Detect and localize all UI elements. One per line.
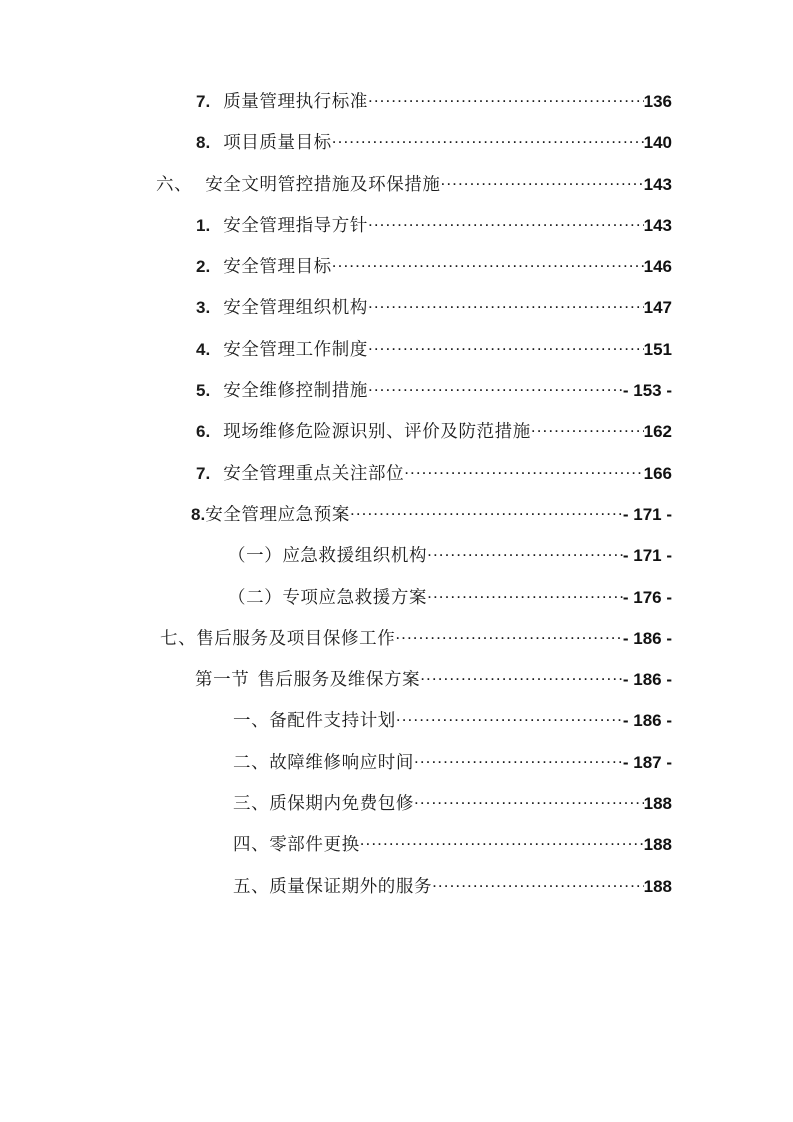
toc-page-number: 162	[643, 422, 672, 442]
toc-dot-leader	[332, 131, 644, 149]
toc-entry-label	[196, 129, 332, 154]
toc-dot-leader	[427, 544, 623, 562]
toc-entry-title: 专项应急救援方案	[282, 586, 428, 607]
toc-entry-title: 安全维修控制措施	[223, 380, 368, 401]
toc-entry-marker: 4.	[196, 339, 211, 359]
toc-entry-title: 安全管理重点关注部位	[223, 462, 405, 483]
toc-entry[interactable]	[0, 666, 793, 707]
toc-page-number: 147	[643, 298, 672, 318]
toc-entry-marker: 七、	[160, 627, 197, 648]
toc-entry-marker: 2.	[196, 257, 211, 277]
toc-entry-title: 质量保证期外的服务	[269, 875, 433, 896]
toc-entry[interactable]	[0, 542, 793, 583]
toc-entry-label	[196, 212, 368, 237]
toc-entry-marker: 三、	[233, 793, 270, 814]
toc-dot-leader	[414, 750, 623, 768]
toc-entry-label	[191, 501, 350, 526]
toc-entry-label	[196, 294, 368, 319]
toc-entry-title: 售后服务及项目保修工作	[196, 627, 396, 648]
toc-page-number: - 186 -	[622, 711, 672, 731]
toc-page-number: 188	[643, 794, 672, 814]
toc-dot-leader	[427, 585, 623, 603]
toc-entry[interactable]	[0, 253, 793, 294]
toc-entry-marker: 第一节	[195, 669, 250, 690]
toc-page-number: 188	[643, 876, 672, 896]
toc-page-number: 188	[643, 835, 672, 855]
toc-entry-title: 安全文明管控措施及环保措施	[205, 173, 441, 194]
toc-dot-leader	[350, 502, 623, 520]
toc-entry-label	[160, 625, 395, 650]
toc-page-number: 146	[643, 257, 672, 277]
toc-entry-label	[196, 377, 368, 402]
toc-entry-marker: 六、	[156, 173, 193, 194]
toc-entry-label	[233, 707, 396, 732]
toc-page-number: - 186 -	[622, 670, 672, 690]
toc-entry-marker: 5.	[196, 381, 211, 401]
toc-entry-label	[196, 88, 368, 113]
toc-entry-label	[196, 460, 404, 485]
toc-entry-title: 安全管理组织机构	[223, 297, 368, 318]
toc-entry-title: 安全管理工作制度	[223, 338, 368, 359]
toc-page-number: 140	[643, 133, 672, 153]
toc-page-number: 151	[643, 339, 672, 359]
toc-entry-marker: 一、	[233, 710, 270, 731]
toc-entry-title: 项目质量目标	[223, 132, 332, 153]
toc-entry[interactable]	[0, 212, 793, 253]
toc-dot-leader	[420, 668, 623, 686]
toc-entry-marker: 四、	[233, 834, 270, 855]
toc-entry[interactable]	[0, 336, 793, 377]
toc-dot-leader	[531, 420, 644, 438]
toc-dot-leader	[368, 337, 644, 355]
toc-dot-leader	[368, 379, 623, 397]
toc-entry-label	[195, 666, 420, 691]
toc-entry[interactable]	[0, 873, 793, 914]
toc-entry-label	[233, 873, 432, 898]
toc-entry-label	[196, 336, 368, 361]
toc-entry-marker: 6.	[196, 422, 211, 442]
toc-entry-title: 安全管理指导方针	[223, 214, 368, 235]
toc-entry-title: 应急救援组织机构	[282, 545, 428, 566]
toc-dot-leader	[441, 172, 644, 190]
toc-entry[interactable]	[0, 707, 793, 748]
toc-entry-marker: 8.	[196, 133, 211, 153]
toc-page-number: - 176 -	[622, 587, 672, 607]
toc-dot-leader	[360, 833, 644, 851]
toc-entry[interactable]	[0, 625, 793, 666]
toc-dot-leader	[368, 296, 644, 314]
toc-page-number: 143	[643, 215, 672, 235]
toc-entry[interactable]	[0, 129, 793, 170]
toc-entry-title: 售后服务及维保方案	[257, 669, 421, 690]
toc-entry-marker: 五、	[233, 875, 270, 896]
toc-entry-label	[228, 584, 427, 609]
table-of-contents	[0, 88, 793, 914]
toc-entry-marker: 8.	[191, 504, 206, 524]
toc-page-number: 166	[643, 463, 672, 483]
toc-entry-title: 安全管理目标	[223, 256, 332, 277]
toc-entry-title: 质量管理执行标准	[223, 91, 368, 111]
toc-page-number: - 171 -	[622, 546, 672, 566]
toc-page-number: - 171 -	[622, 504, 672, 524]
toc-entry-label	[196, 253, 332, 278]
toc-dot-leader	[368, 213, 644, 231]
toc-entry-title: 故障维修响应时间	[269, 751, 415, 772]
toc-page-number: - 187 -	[622, 752, 672, 772]
toc-entry-label	[156, 171, 441, 196]
toc-dot-leader	[414, 792, 644, 810]
toc-entry-marker: 3.	[196, 298, 211, 318]
toc-entry[interactable]	[0, 501, 793, 542]
toc-entry-marker: 1.	[196, 215, 211, 235]
toc-entry[interactable]	[0, 171, 793, 212]
toc-entry-marker: 7.	[196, 92, 211, 111]
toc-entry[interactable]	[0, 460, 793, 501]
toc-dot-leader	[404, 461, 643, 479]
toc-entry-title: 备配件支持计划	[269, 710, 396, 731]
toc-entry[interactable]	[0, 377, 793, 418]
toc-page-number: - 153 -	[622, 381, 672, 401]
toc-entry-title: 现场维修危险源识别、评价及防范措施	[223, 421, 531, 442]
toc-entry-label	[228, 542, 427, 567]
toc-entry-label	[233, 831, 360, 856]
toc-page-number: 143	[643, 174, 672, 194]
toc-entry[interactable]	[0, 418, 793, 459]
toc-entry-title: 安全管理应急预案	[205, 503, 350, 524]
toc-entry[interactable]	[0, 831, 793, 872]
toc-entry-marker: （一）	[228, 545, 283, 566]
toc-entry-label	[233, 790, 414, 815]
toc-entry-title: 零部件更换	[269, 834, 360, 855]
toc-entry[interactable]	[0, 790, 793, 831]
toc-page-number: - 186 -	[622, 628, 672, 648]
toc-entry-title: 质保期内免费包修	[269, 793, 415, 814]
toc-entry[interactable]	[0, 294, 793, 335]
toc-entry-marker: （二）	[228, 586, 283, 607]
toc-dot-leader	[432, 874, 644, 892]
toc-dot-leader	[332, 255, 644, 273]
toc-entry[interactable]	[0, 88, 793, 129]
toc-dot-leader	[368, 90, 644, 108]
toc-entry-label	[196, 418, 531, 443]
toc-entry[interactable]	[0, 749, 793, 790]
toc-entry-marker: 7.	[196, 463, 211, 483]
toc-entry[interactable]	[0, 584, 793, 625]
toc-entry-label	[233, 749, 414, 774]
toc-dot-leader	[395, 626, 623, 644]
toc-page-number: 136	[643, 92, 672, 111]
toc-entry-marker: 二、	[233, 751, 270, 772]
toc-dot-leader	[396, 709, 623, 727]
